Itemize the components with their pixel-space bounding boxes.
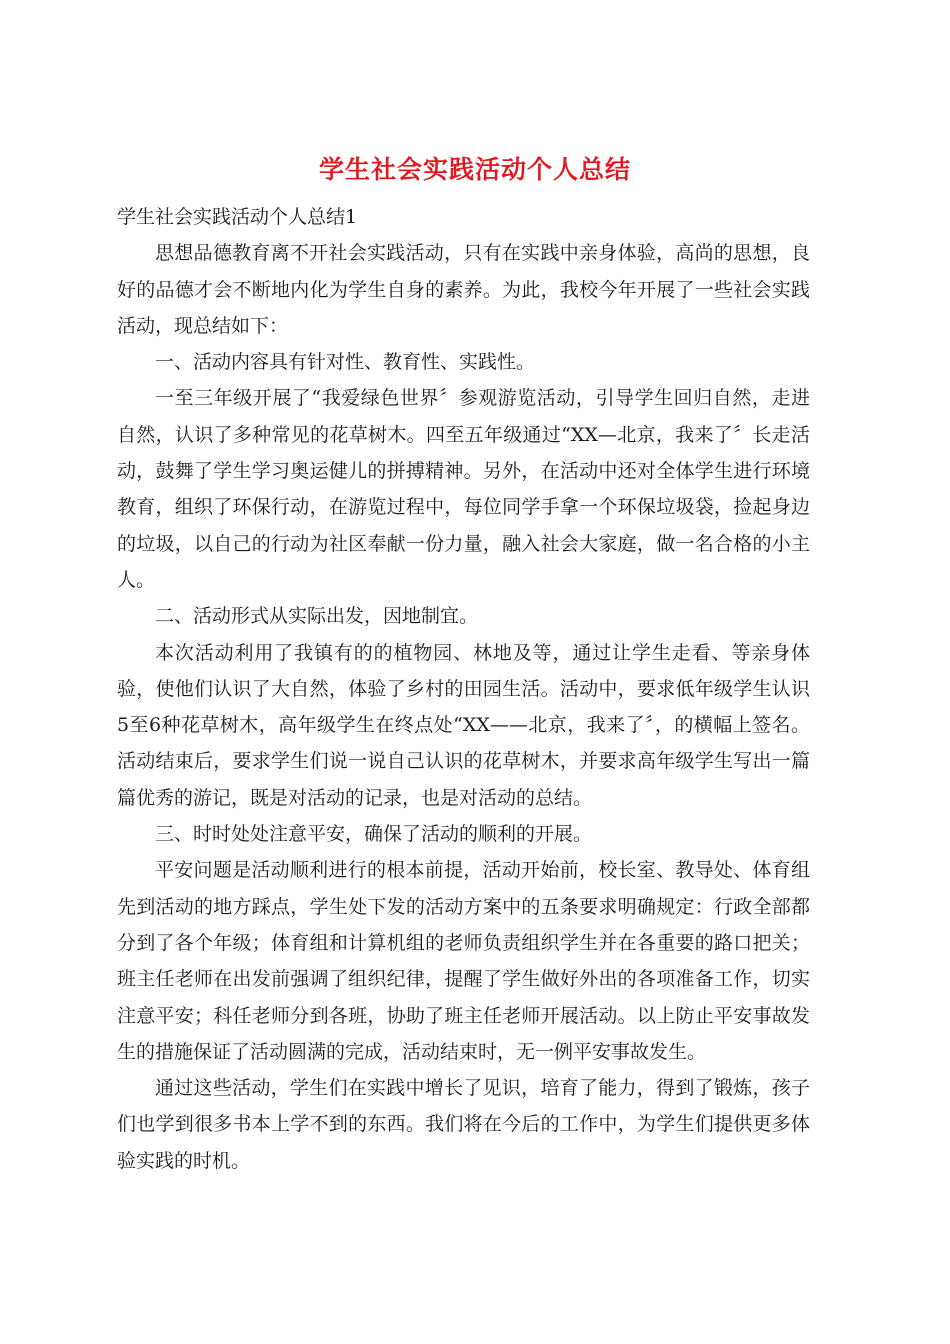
paragraph-point-1-heading: 一、活动内容具有针对性、教育性、实践性。: [155, 351, 536, 374]
paragraph-point-3-heading: 三、时时处处注意平安，确保了活动的顺利的开展。: [155, 823, 593, 846]
document-body: [117, 199, 810, 1179]
paragraph-point-1-body: 一至三年级开展了“我爱绿色世界〞参观游览活动，引导学生回归自然，走进自然，认识了多种常见的花草树木。四至五年级通过“XX—北京，我来了〞长走活动，鼓舞了学生学习奥运健儿的拼搏精神。另外，在活动中还对全体学生进行环境教育，组织了环保行动，在游览过程中，每位同学手拿一个环保垃圾袋，捡起身边的垃圾，以自己的行动为社区奉献一份力量，融入社会大家庭，做一名合格的小主人。: [117, 387, 810, 591]
document-title: 学生社会实践活动个人总结: [318, 155, 631, 184]
section-heading: 学生社会实践活动个人总结1: [117, 206, 358, 228]
paragraph-point-2-heading: 二、活动形式从实际出发，因地制宜。: [155, 605, 479, 628]
paragraph-conclusion: 通过这些活动，学生们在实践中增长了见识，培育了能力，得到了锻炼，孩子们也学到很多书本上学不到的东西。我们将在今后的工作中，为学生们提供更多体验实践的时机。: [117, 1077, 810, 1172]
paragraph-intro: 思想品德教育离不开社会实践活动，只有在实践中亲身体验，高尚的思想，良好的品德才会不断地内化为学生自身的素养。为此，我校今年开展了一些社会实践活动，现总结如下：: [117, 242, 810, 337]
paragraph-point-2-body: 本次活动利用了我镇有的的植物园、林地及等，通过让学生走看、等亲身体验，使他们认识了大自然，体验了乡村的田园生活。活动中，要求低年级学生认识5至6种花草树木，高年级学生在终点处“XX——北京，我来了〞，的横幅上签名。活动结束后，要求学生们说一说自己认识的花草树木，并要求高年级学生写出一篇篇优秀的游记，既是对活动的记录，也是对活动的总结。: [117, 641, 810, 809]
paragraph-point-3-body: 平安问题是活动顺利进行的根本前提，活动开始前，校长室、教导处、体育组先到活动的地方踩点，学生处下发的活动方案中的五条要求明确规定：行政全部都分到了各个年级；体育组和计算机组的老师负责组织学生并在各重要的路口把关；班主任老师在出发前强调了组织纪律，提醒了学生做好外出的各项准备工作，切实注意平安；科任老师分到各班，协助了班主任老师开展活动。以上防止平安事故发生的措施保证了活动圆满的完成，活动结束时，无一例平安事故发生。: [117, 859, 810, 1063]
